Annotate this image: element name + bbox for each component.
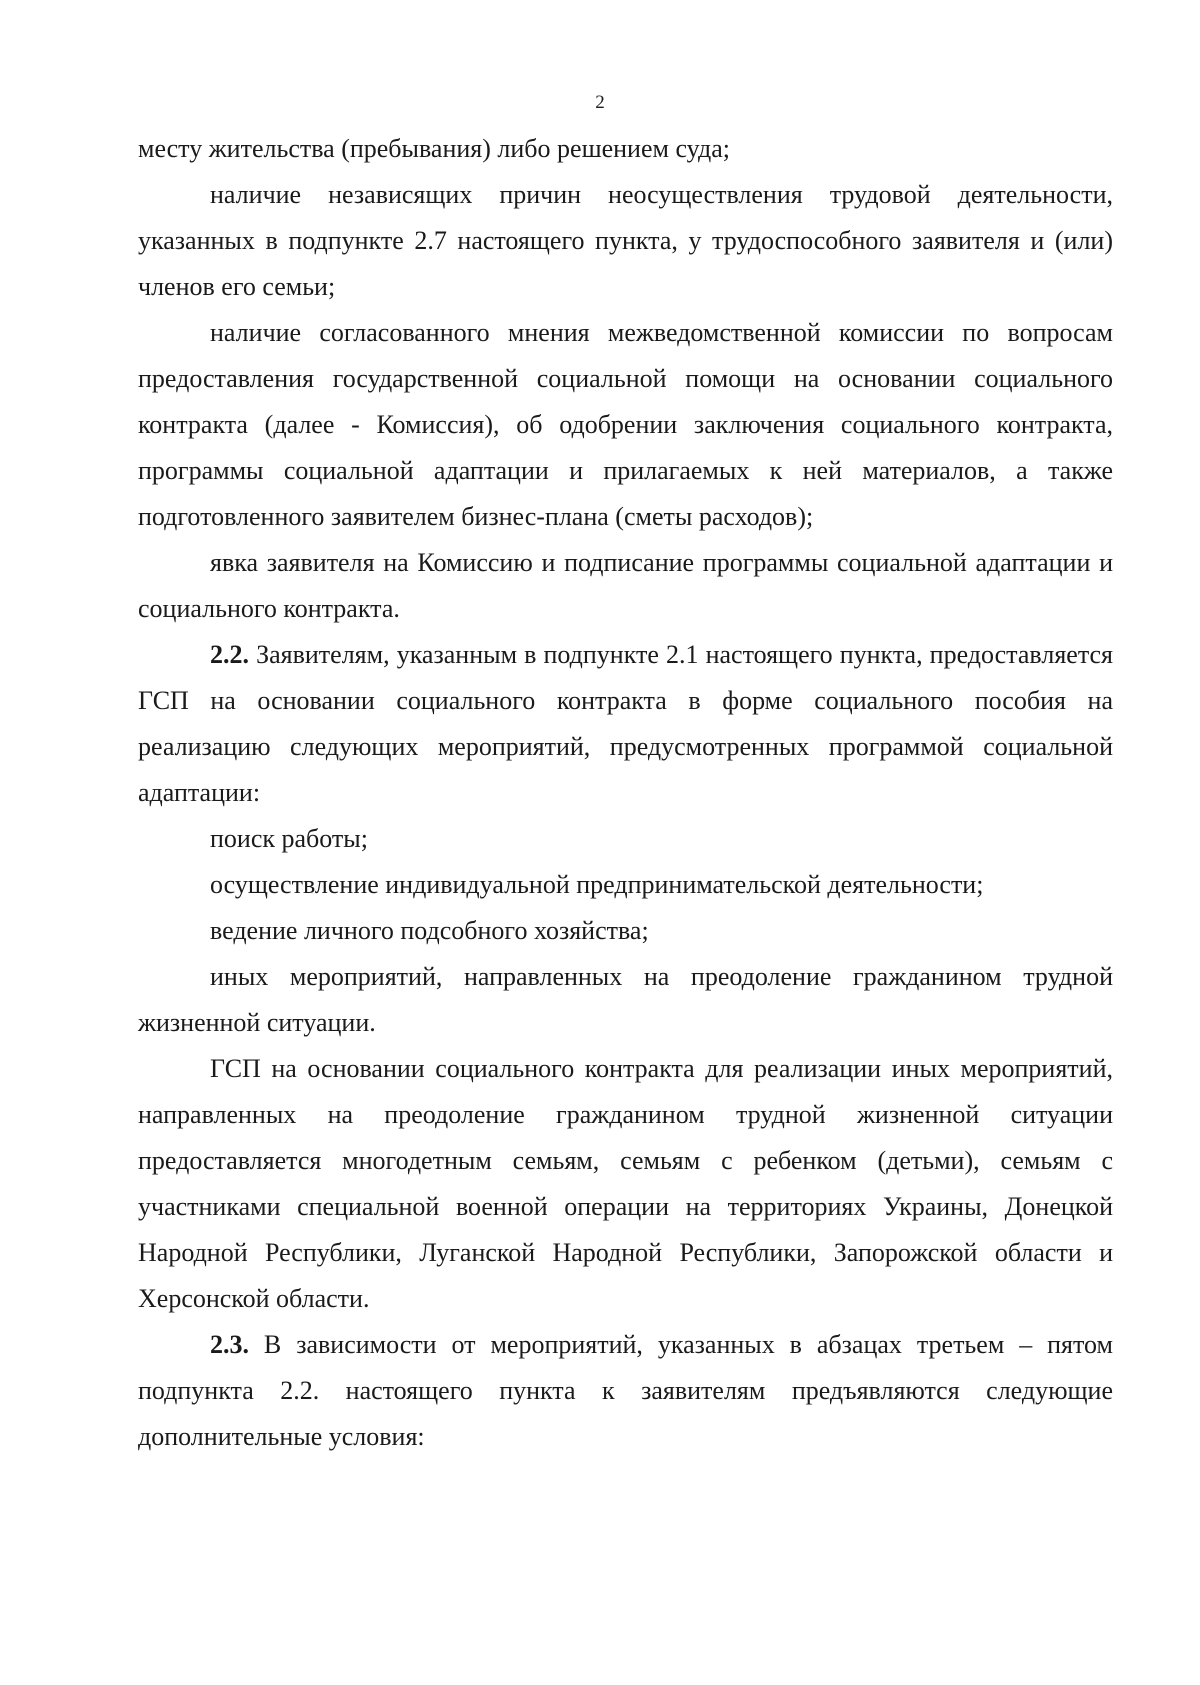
list-item-household: ведение личного подсобного хозяйства; bbox=[210, 916, 649, 945]
page-number: 2 bbox=[595, 92, 605, 113]
paragraph-continuation: месту жительства (пребывания) либо решением суда; bbox=[138, 134, 731, 163]
section-2-3-label: 2.3. bbox=[210, 1330, 249, 1359]
section-2-3-text: В зависимости от мероприятий, указанных в абзацах третьем – пятом подпункта 2.2. настоящего пункта к заявителям предъявляются следующие дополнительные условия: bbox=[138, 1330, 1113, 1451]
paragraph-gsp-other-measures: ГСП на основании социального контракта для реализации иных мероприятий, направленных на преодоление гражданином трудной жизненной ситуации предоставляется многодетным семьям, семьям с ребенком (детьми), семьям с участниками специальной военной операции на территориях Украины, Донецкой Народной Республики, Луганской Народной Республики, Запорожской области и Херсонской области. bbox=[138, 1054, 1113, 1313]
section-2-2-text: Заявителям, указанным в подпункте 2.1 настоящего пункта, предоставляется ГСП на основании социального контракта в форме социального пособия на реализацию следующих мероприятий, предусмотренных программой социальной адаптации: bbox=[138, 640, 1113, 807]
section-2-2-label: 2.2. bbox=[210, 640, 249, 669]
list-item-entrepreneurship: осуществление индивидуальной предпринимательской деятельности; bbox=[210, 870, 984, 899]
document-body bbox=[138, 126, 1113, 1460]
paragraph-condition-attendance: явка заявителя на Комиссию и подписание программы социальной адаптации и социального контракта. bbox=[138, 548, 1113, 623]
section-2-2 bbox=[138, 632, 1113, 816]
paragraph-condition-commission-opinion: наличие согласованного мнения межведомственной комиссии по вопросам предоставления государственной социальной помощи на основании социального контракта (далее - Комиссия), об одобрении заключения социального контракта, программы социальной адаптации и прилагаемых к ней материалов, а также подготовленного заявителем бизнес-плана (сметы расходов); bbox=[138, 318, 1113, 531]
list-item-job-search: поиск работы; bbox=[210, 824, 368, 853]
list-item-other-measures: иных мероприятий, направленных на преодоление гражданином трудной жизненной ситуации. bbox=[138, 962, 1113, 1037]
paragraph-condition-independent-reasons: наличие независящих причин неосуществления трудовой деятельности, указанных в подпункте 2.7 настоящего пункта, у трудоспособного заявителя и (или) членов его семьи; bbox=[138, 180, 1113, 301]
section-2-3 bbox=[138, 1322, 1113, 1460]
